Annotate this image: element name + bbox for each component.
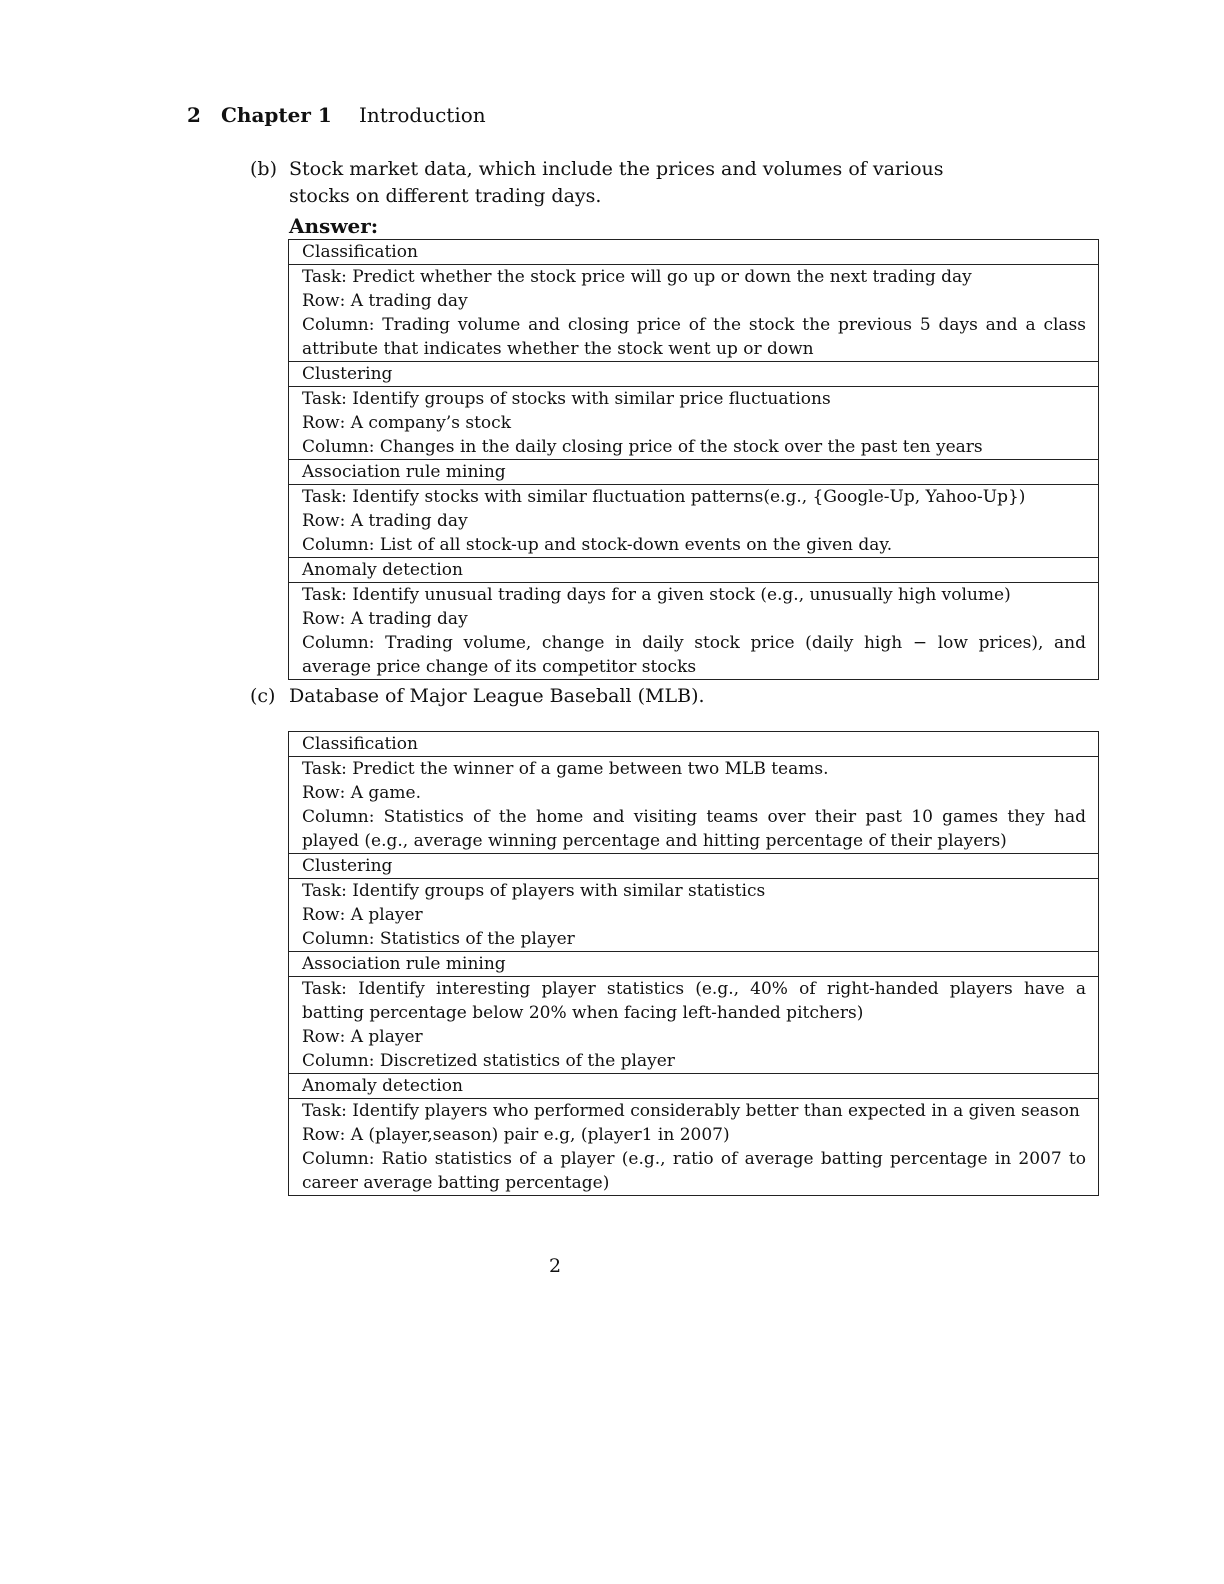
table-row	[289, 387, 1099, 460]
task-text: Task: Identify stocks with similar fluctuation patterns(e.g., {Google-Up, Yahoo-Up})	[302, 487, 1026, 507]
column-text: Column: List of all stock-up and stock-down events on the given day.	[302, 535, 893, 555]
detail-cell	[289, 1099, 1099, 1196]
task-text: Task: Identify players who performed considerably better than expected in a given season	[302, 1101, 1080, 1121]
question-c-label: (c)	[250, 685, 276, 707]
row-text: Row: A game.	[302, 783, 421, 803]
question-b-label: (b)	[250, 158, 277, 180]
page-header	[187, 103, 486, 127]
chapter-label: Chapter 1	[221, 103, 332, 127]
detail-cell	[289, 265, 1099, 362]
table-row	[289, 485, 1099, 558]
row-text: Row: A company’s stock	[302, 413, 511, 433]
column-text: Column: Changes in the daily closing price of the stock over the past ten years	[302, 437, 983, 457]
table-row	[289, 240, 1099, 265]
footer-page-number: 2	[548, 1255, 562, 1277]
detail-cell	[289, 485, 1099, 558]
row-text: Row: A trading day	[302, 511, 468, 531]
category-cell: Association rule mining	[289, 952, 1099, 977]
table-row	[289, 265, 1099, 362]
row-text: Row: A player	[302, 905, 423, 925]
detail-cell	[289, 757, 1099, 854]
row-text: Row: A trading day	[302, 291, 468, 311]
column-text: Column: Trading volume, change in daily stock price (daily high − low prices), and average price change of its competitor stocks	[302, 633, 1086, 677]
detail-cell	[289, 977, 1099, 1074]
row-text: Row: A trading day	[302, 609, 468, 629]
column-text: Column: Statistics of the home and visiting teams over their past 10 games they had played (e.g., average winning percentage and hitting percentage of their players)	[302, 807, 1086, 851]
category-cell: Classification	[289, 732, 1099, 757]
question-b-line2: stocks on different trading days.	[289, 185, 602, 207]
row-text: Row: A player	[302, 1027, 423, 1047]
category-cell: Association rule mining	[289, 460, 1099, 485]
table-row	[289, 854, 1099, 879]
task-text: Task: Identify groups of stocks with similar price fluctuations	[302, 389, 831, 409]
table-row	[289, 757, 1099, 854]
mlb-table	[288, 731, 1099, 1196]
table-row	[289, 1074, 1099, 1099]
detail-cell	[289, 387, 1099, 460]
stock-market-table	[288, 239, 1099, 680]
row-text: Row: A (player,season) pair e.g, (player1 in 2007)	[302, 1125, 730, 1145]
category-cell: Clustering	[289, 362, 1099, 387]
category-cell: Anomaly detection	[289, 1074, 1099, 1099]
question-c-line1: Database of Major League Baseball (MLB).	[289, 685, 705, 707]
question-c	[250, 683, 705, 710]
table-row	[289, 952, 1099, 977]
task-text: Task: Identify unusual trading days for a given stock (e.g., unusually high volume)	[302, 585, 1011, 605]
category-cell: Anomaly detection	[289, 558, 1099, 583]
column-text: Column: Ratio statistics of a player (e.g., ratio of average batting percentage in 2007 to career average batting percentage)	[302, 1149, 1086, 1193]
task-text: Task: Identify interesting player statistics (e.g., 40% of right-handed players have a batting percentage below 20% when facing left-handed pitchers)	[302, 979, 1086, 1023]
answer-label: Answer:	[289, 214, 379, 238]
header-page-number: 2	[187, 103, 201, 127]
detail-cell	[289, 879, 1099, 952]
column-text: Column: Discretized statistics of the player	[302, 1051, 675, 1071]
task-text: Task: Predict whether the stock price will go up or down the next trading day	[302, 267, 972, 287]
table-row	[289, 583, 1099, 680]
column-text: Column: Trading volume and closing price of the stock the previous 5 days and a class attribute that indicates whether the stock went up or down	[302, 315, 1086, 359]
table-row	[289, 558, 1099, 583]
chapter-title: Introduction	[359, 103, 486, 127]
detail-cell	[289, 583, 1099, 680]
task-text: Task: Predict the winner of a game between two MLB teams.	[302, 759, 829, 779]
table-row	[289, 732, 1099, 757]
category-cell: Clustering	[289, 854, 1099, 879]
question-b-line1: Stock market data, which include the prices and volumes of various	[289, 158, 944, 180]
category-cell: Classification	[289, 240, 1099, 265]
table-row	[289, 977, 1099, 1074]
table-row	[289, 879, 1099, 952]
task-text: Task: Identify groups of players with similar statistics	[302, 881, 766, 901]
table-row	[289, 460, 1099, 485]
table-row	[289, 362, 1099, 387]
column-text: Column: Statistics of the player	[302, 929, 575, 949]
table-row	[289, 1099, 1099, 1196]
question-b	[250, 156, 944, 210]
